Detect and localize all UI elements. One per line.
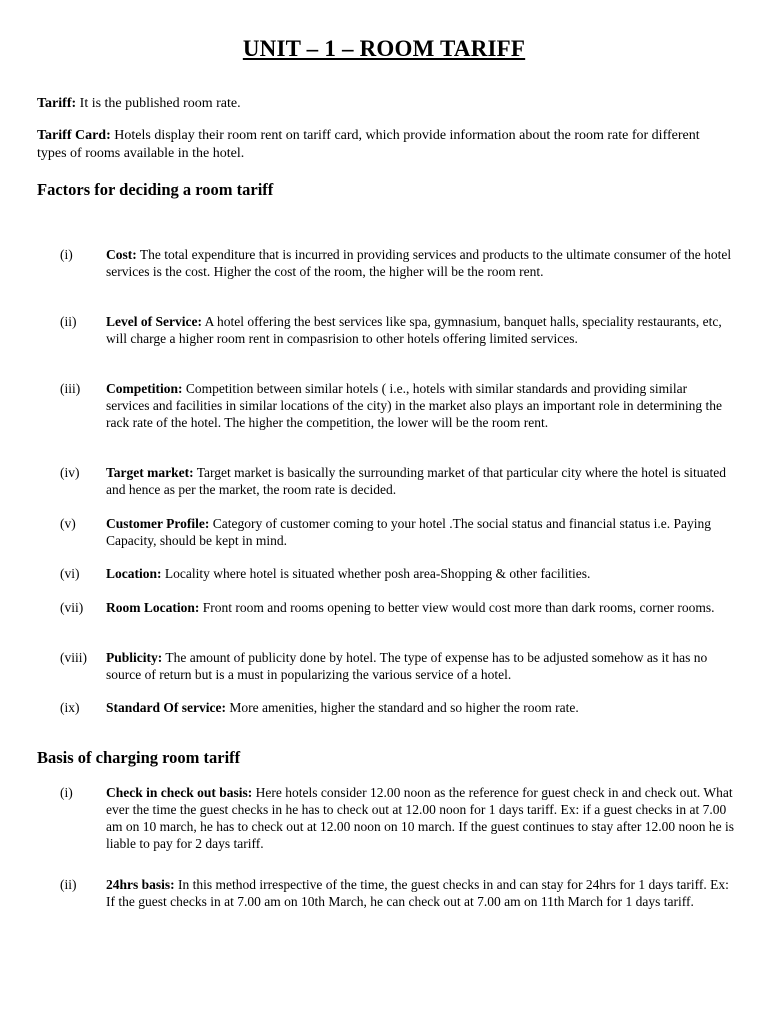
basis-heading: Basis of charging room tariff	[37, 748, 241, 767]
item-number: (vi)	[60, 566, 80, 581]
item-label: Level of Service:	[106, 314, 202, 329]
item-text: Competition between similar hotels ( i.e., hotels with similar standards and providing similar services and facilities in similar locations of the city) in the market also plays an important role in determining the rack rate of the hotel. The higher the competition, the lower will be the room rent.	[106, 381, 722, 430]
factors-heading: Factors for deciding a room tariff	[37, 180, 274, 199]
item-text: In this method irrespective of the time, the guest checks in and can stay for 24hrs for 1 days tariff. Ex: If the guest checks in at 7.00 am on 10th March, he can check out at 7.00 am on 11th March for 1 days tariff.	[106, 877, 729, 909]
item-label: Target market:	[106, 465, 194, 480]
item-label: Location:	[106, 566, 162, 581]
item-number: (i)	[60, 247, 73, 262]
item-text: A hotel offering the best services like spa, gymnasium, banquet halls, speciality restaurants, etc, will charge a higher room rent in compasrision to other hotels offering limited services.	[106, 314, 722, 346]
item-text: Front room and rooms opening to better view would cost more than dark rooms, corner rooms.	[199, 600, 715, 615]
item-label: Publicity:	[106, 650, 163, 665]
item-text: Locality where hotel is situated whether posh area-Shopping & other facilities.	[161, 566, 591, 581]
item-number: (ii)	[60, 877, 77, 892]
definition-tariff	[37, 95, 727, 113]
definition-term: Tariff:	[37, 96, 77, 111]
item-label: Standard Of service:	[106, 700, 226, 715]
item-label: 24hrs basis:	[106, 877, 175, 892]
item-text: The amount of publicity done by hotel. The type of expense has to be adjusted somehow as it has no source of return but is a must in popularizing the various service of a hotel.	[106, 650, 708, 682]
page-title: UNIT – 1 – ROOM TARIFF	[242, 36, 526, 61]
item-number: (ix)	[60, 700, 80, 715]
item-number: (i)	[60, 785, 73, 800]
item-label: Cost:	[106, 247, 137, 262]
item-number: (iv)	[60, 465, 80, 480]
item-label: Customer Profile:	[106, 516, 210, 531]
definition-term: Tariff Card:	[37, 128, 111, 143]
item-label: Check in check out basis:	[106, 785, 253, 800]
definition-text: Hotels display their room rent on tariff card, which provide information about the room rate for different types of rooms available in the hotel.	[37, 128, 700, 161]
definition-tariff-card	[37, 127, 727, 163]
item-number: (ii)	[60, 314, 77, 329]
item-number: (viii)	[60, 650, 87, 665]
item-text: Target market is basically the surrounding market of that particular city where the hotel is situated and hence as per the market, the room rate is decided.	[106, 465, 727, 497]
item-text: More amenities, higher the standard and so higher the room rate.	[225, 700, 579, 715]
item-text: Category of customer coming to your hotel .The social status and financial status i.e. Paying Capacity, should be kept in mind.	[106, 516, 711, 548]
item-label: Competition:	[106, 381, 183, 396]
item-number: (iii)	[60, 381, 81, 396]
item-text: Here hotels consider 12.00 noon as the reference for guest check in and check out. What ever the time the guest checks in he has to check out at 12.00 noon for 1 days tariff. Ex: if a guest checks in at 7.00 am on 10 march, he has to check out at 12.00 noon on 10 march. If the guest continues to stay after 12.00 noon he is liable to pay for 2 days tariff.	[106, 785, 734, 851]
item-number: (vii)	[60, 600, 84, 615]
item-text: The total expenditure that is incurred in providing services and products to the ultimate consumer of the hotel services is the cost. Higher the cost of the room, the higher will be the room rent.	[106, 247, 732, 279]
item-label: Room Location:	[106, 600, 200, 615]
definition-text: It is the published room rate.	[76, 96, 241, 111]
item-number: (v)	[60, 516, 76, 531]
